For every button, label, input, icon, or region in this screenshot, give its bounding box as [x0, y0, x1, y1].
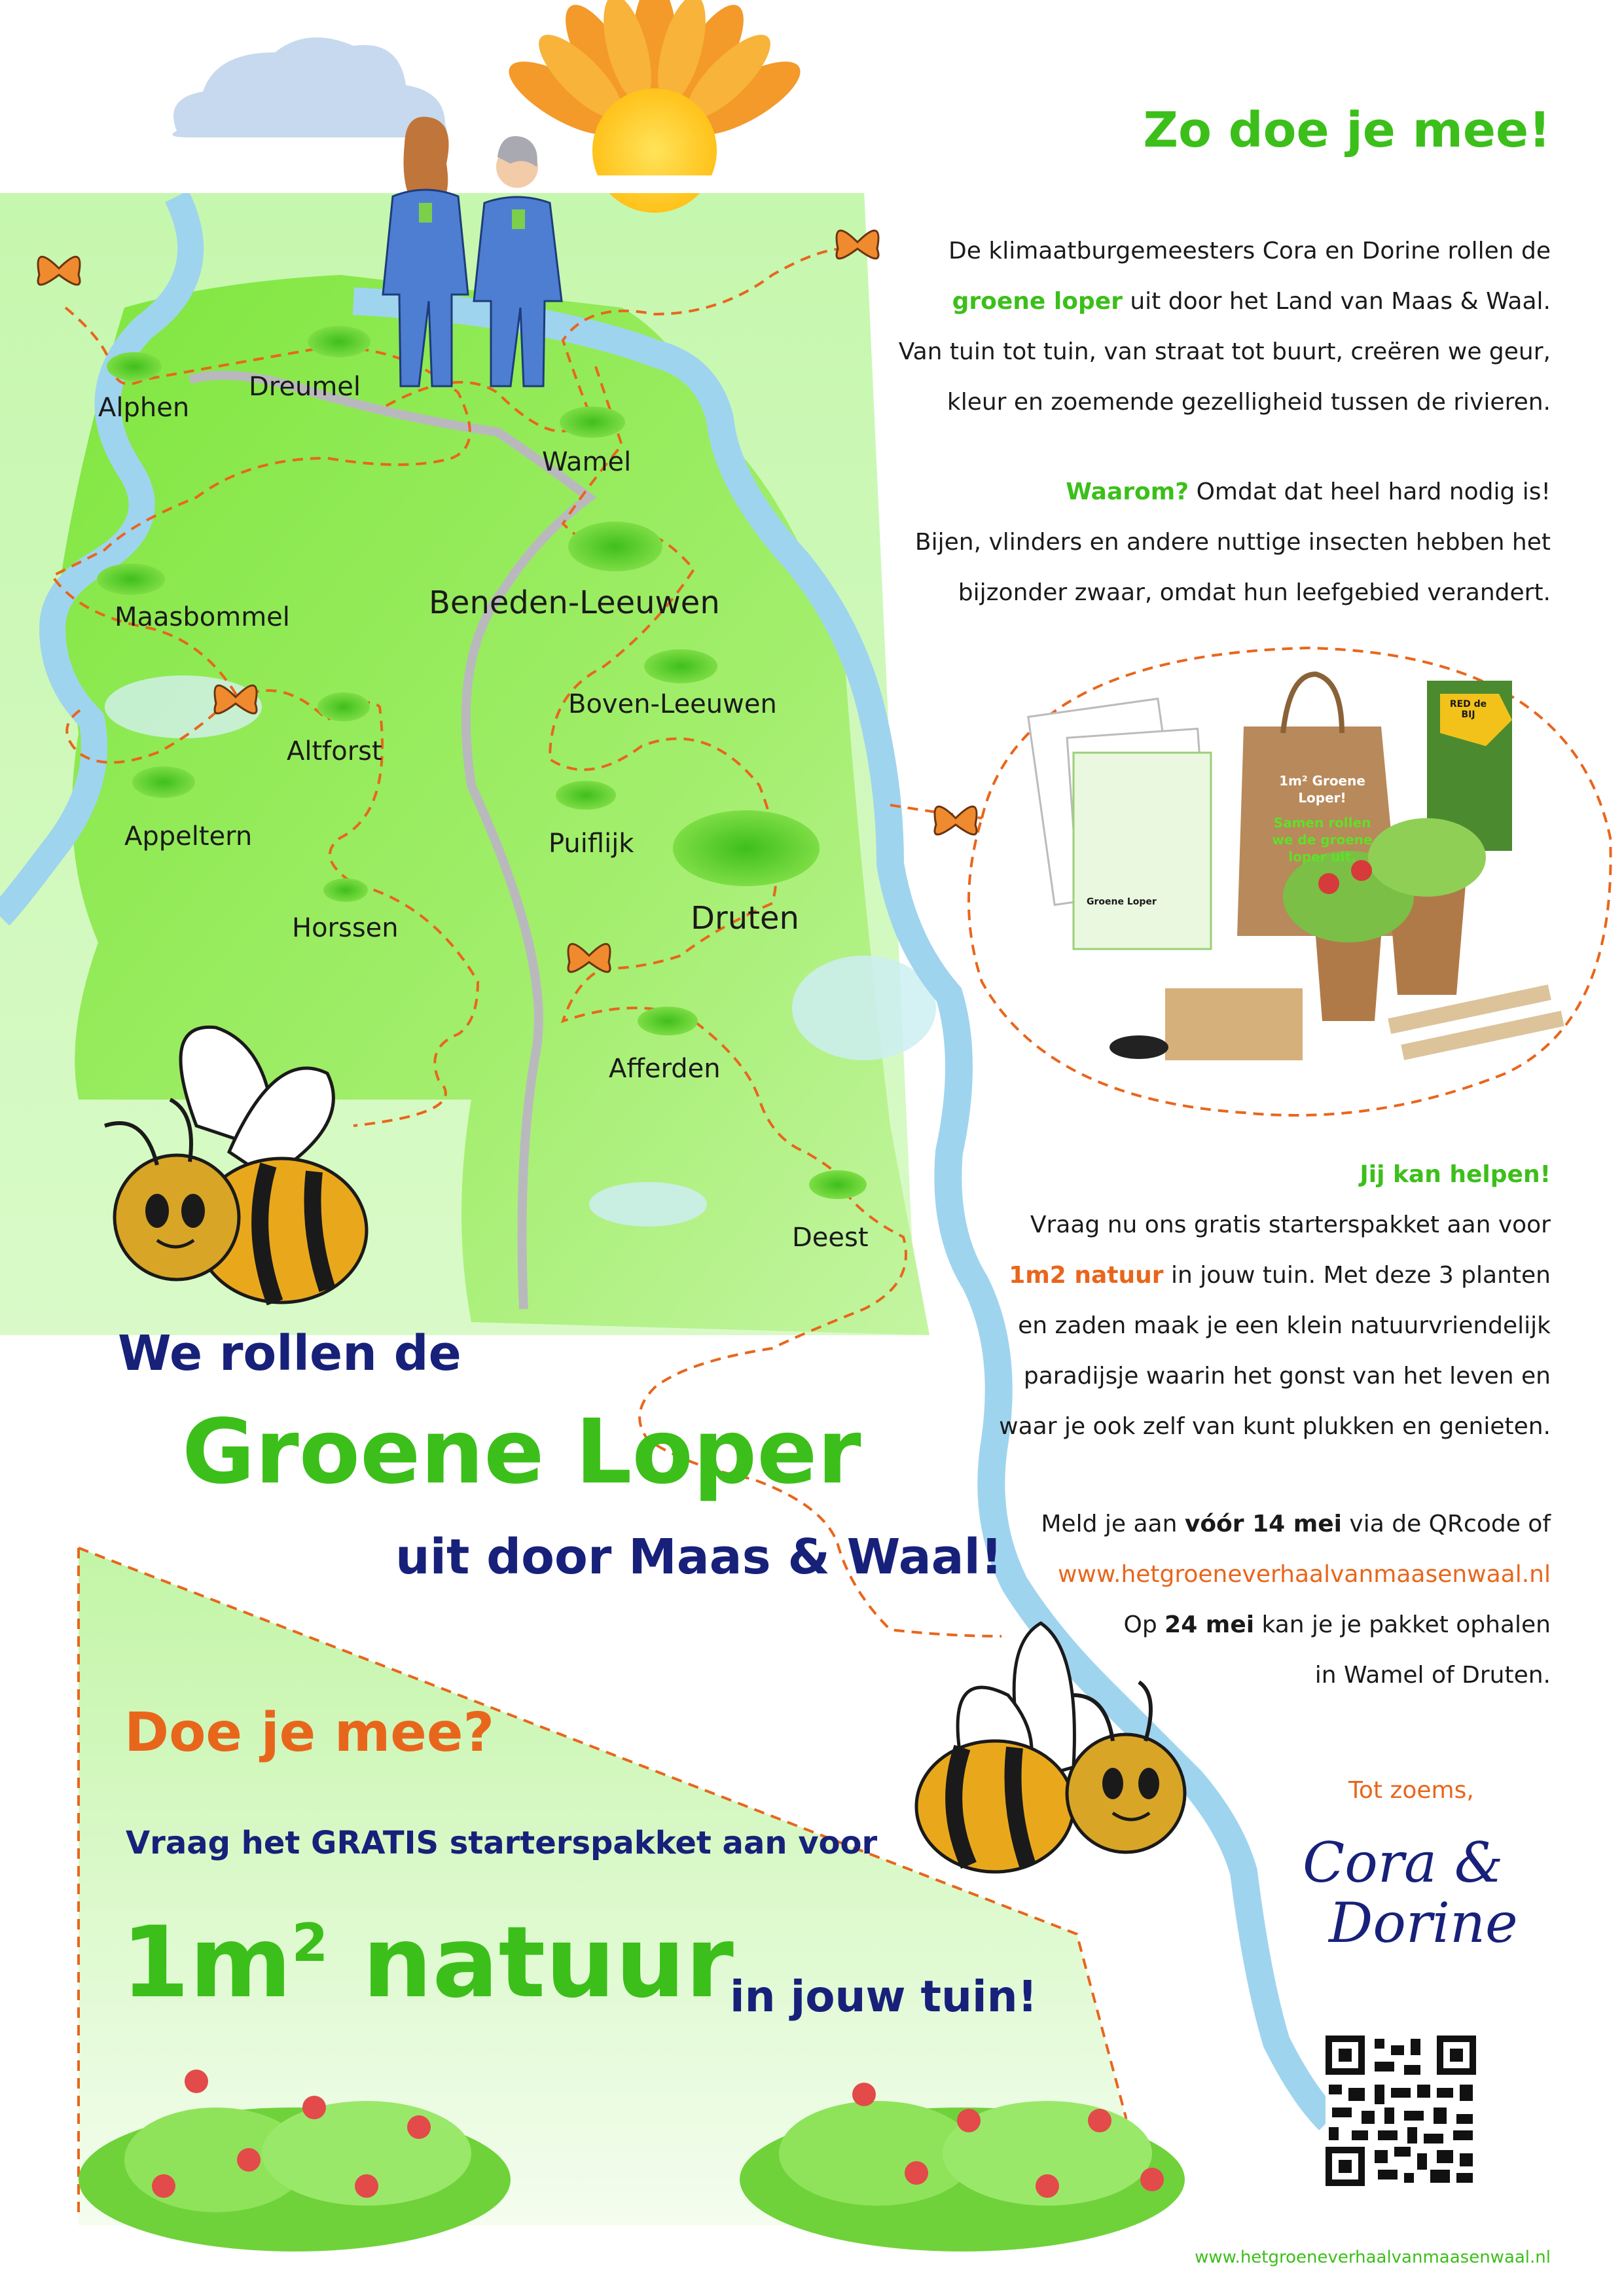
town-label-maasbommel: Maasbommel [115, 602, 290, 632]
headline-line1: We rollen de [118, 1325, 461, 1382]
town-label-dreumel: Dreumel [249, 372, 361, 402]
signature-line1: Cora & [1303, 1831, 1504, 1895]
cloud-icon [172, 37, 446, 137]
town-label-puiflijk: Puiflijk [549, 829, 634, 859]
footer-url-link[interactable]: www.hetgroeneverhaalvanmaasenwaal.nl [1195, 2248, 1551, 2267]
kit-sticker: RED de BIJ [1449, 699, 1487, 720]
town-label-wamel: Wamel [542, 447, 632, 477]
qr-code [1326, 2036, 1476, 2186]
intro-highlight: groene loper [952, 288, 1123, 315]
signup-line4: in Wamel of Druten. [1314, 1662, 1551, 1689]
help-line2 [999, 1250, 1551, 1300]
cta-big-sup: 2 [291, 1912, 329, 1973]
closing-greeting: Tot zoems, [1348, 1777, 1474, 1804]
signature-line2: Dorine [1329, 1891, 1518, 1955]
intro-line2-rest: uit door het Land van Maas & Waal. [1122, 288, 1551, 315]
signup-line3-post: kan je je pakket ophalen [1254, 1611, 1551, 1638]
cta-subtitle: Vraag het GRATIS starterspakket aan voor [126, 1825, 878, 1861]
town-label-boven-leeuwen: Boven-Leeuwen [568, 689, 777, 719]
cta-title: Doe je mee? [124, 1702, 495, 1764]
signup-pickup-date: 24 mei [1164, 1611, 1255, 1638]
signup-url-link[interactable]: www.hetgroeneverhaalvanmaasenwaal.nl [1057, 1561, 1551, 1588]
town-label-alphen: Alphen [98, 393, 190, 423]
intro-line2 [899, 276, 1551, 327]
why-line2: Bijen, vlinders en andere nuttige insecten hebben het [914, 529, 1551, 556]
why-line1-rest: Omdat dat heel hard nodig is! [1189, 478, 1551, 505]
town-label-appeltern: Appeltern [124, 821, 253, 852]
signup-line1-post: via de QRcode of [1341, 1511, 1551, 1537]
signup-deadline: vóór 14 mei [1184, 1511, 1342, 1537]
intro-line3: Van tuin tot tuin, van straat tot buurt, creëren we geur, [898, 338, 1551, 365]
signature [1303, 1833, 1518, 1953]
headline-line3: uit door Maas & Waal! [395, 1529, 1003, 1585]
help-highlight: 1m2 natuur [1009, 1262, 1164, 1289]
intro-line1: De klimaatburgemeesters Cora en Dorine rollen de [948, 238, 1551, 264]
town-label-afferden: Afferden [609, 1054, 721, 1084]
kit-bag-line1: 1m² Groene Loper! [1279, 773, 1365, 806]
intro-line4: kleur en zoemende gezelligheid tussen de rivieren. [947, 389, 1551, 416]
why-line3: bijzonder zwaar, omdat hun leefgebied verandert. [958, 579, 1551, 606]
help-text [999, 1149, 1551, 1452]
town-label-horssen: Horssen [292, 913, 399, 943]
kit-bag-line2: Samen rollen [1273, 815, 1371, 831]
kit-bag-line3: we de groene [1272, 832, 1373, 848]
starter-kit-image [1028, 674, 1564, 1060]
cta-big-post: natuur [328, 1906, 734, 2020]
help-line5: waar je ook zelf van kunt plukken en genieten. [999, 1413, 1551, 1440]
intro-text [899, 226, 1551, 427]
kit-bag-text [1254, 772, 1391, 865]
town-label-beneden-leeuwen: Beneden-Leeuwen [429, 584, 720, 621]
why-text [915, 467, 1551, 618]
town-label-druten: Druten [691, 900, 799, 937]
headline-main: Groene Loper [182, 1401, 861, 1504]
help-line3: en zaden maak je een klein natuurvriendelijk [1018, 1312, 1551, 1339]
town-label-altforst: Altforst [287, 736, 382, 766]
signup-line3-pre: Op [1123, 1611, 1165, 1638]
why-line1 [915, 467, 1551, 517]
why-label: Waarom? [1066, 478, 1189, 505]
help-line4: paradijsje waarin het gonst van het leven en [1023, 1363, 1551, 1390]
help-line2-rest: in jouw tuin. Met deze 3 planten [1163, 1262, 1551, 1289]
cta-big-text [121, 1906, 734, 2020]
help-line1: Vraag nu ons gratis starterspakket aan voor [1030, 1211, 1551, 1238]
signup-line1 [1041, 1499, 1551, 1549]
signup-line3 [1041, 1600, 1551, 1650]
signup-text [1041, 1499, 1551, 1700]
cta-small-text: in jouw tuin! [730, 1971, 1038, 2022]
page-title: Zo doe je mee! [1143, 102, 1551, 158]
signup-line1-pre: Meld je aan [1041, 1511, 1185, 1537]
kit-bag-line4: loper uit. [1288, 849, 1356, 865]
kit-booklet-title: Groene Loper [1087, 897, 1157, 907]
cta-big-pre: 1m [121, 1906, 292, 2020]
help-title: Jij kan helpen! [1360, 1161, 1551, 1188]
town-label-deest: Deest [792, 1223, 869, 1253]
